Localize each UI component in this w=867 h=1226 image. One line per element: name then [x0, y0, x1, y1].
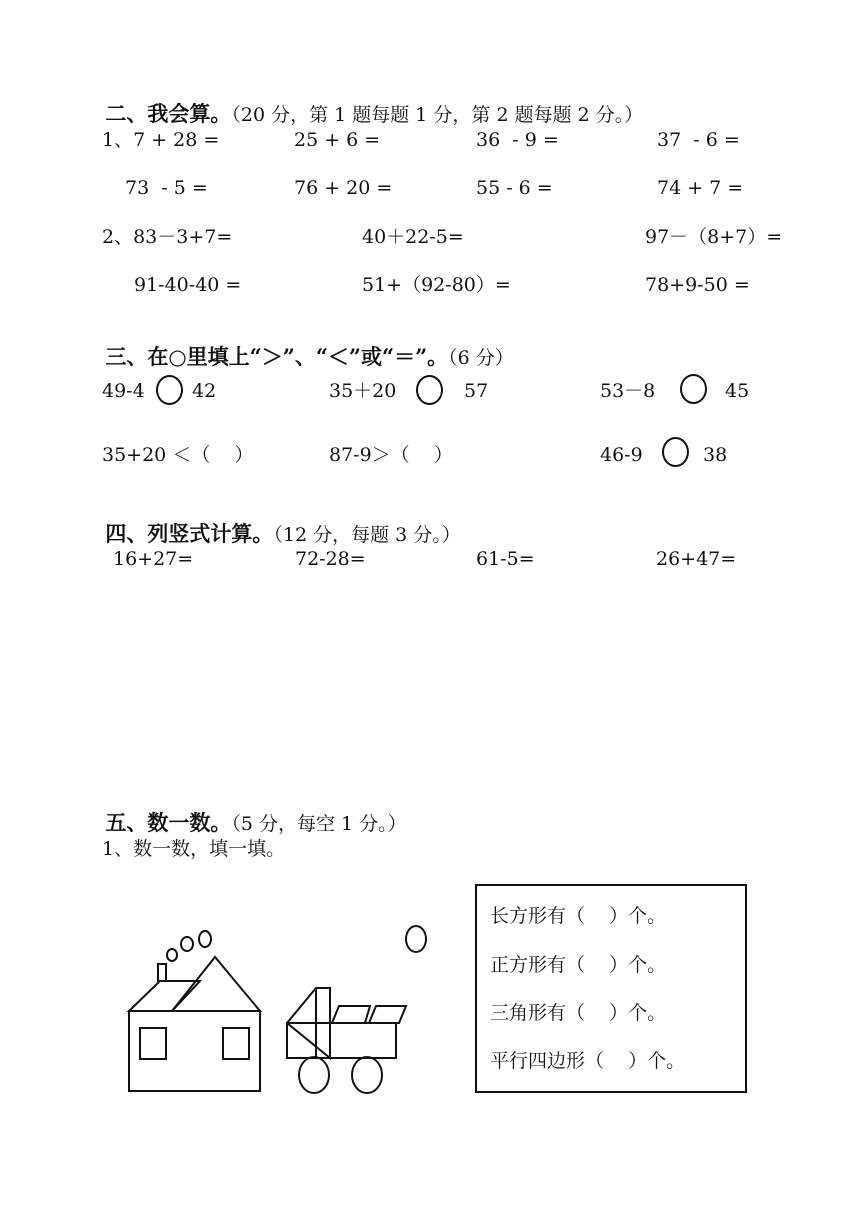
- truck-wheel-front: [299, 1057, 329, 1093]
- smoke-medium: [181, 937, 193, 951]
- compare-4[interactable]: 35+20 ＜（ ）: [102, 444, 254, 466]
- calc-1a: 1、7 + 28 =: [102, 129, 220, 151]
- section-2-note: （20 分，第 1 题每题 1 分，第 2 题每题 2 分。）: [231, 104, 644, 126]
- section-4-note: （12 分，每题 3 分。）: [273, 524, 461, 546]
- compare-3-left: 53－8: [600, 380, 656, 402]
- truck-body: [287, 1023, 396, 1058]
- house-window-right: [223, 1028, 249, 1059]
- calc-1d: 37 - 6 =: [657, 129, 740, 151]
- vertical-calc-4: 26+47=: [656, 548, 737, 570]
- section-4-title: 四、列竖式计算。: [105, 521, 274, 546]
- compare-2-right: 57: [464, 380, 489, 402]
- calc-3c: 97－（8+7）=: [645, 226, 783, 248]
- compare-5[interactable]: 87-9＞（ ）: [329, 444, 453, 466]
- smoke-small: [167, 949, 177, 961]
- compare-1-left: 49-4: [102, 380, 145, 402]
- truck-parallelogram-2: [369, 1006, 406, 1023]
- compare-2-left: 35＋20: [329, 380, 397, 402]
- section-5-title: 五、数一数。: [105, 810, 232, 835]
- smoke-large: [199, 931, 211, 947]
- truck-parallelogram-1: [332, 1006, 370, 1023]
- vertical-calc-3: 61-5=: [476, 548, 535, 570]
- calc-2b: 76 + 20 =: [294, 177, 393, 199]
- section-2-title: 二、我会算。: [105, 101, 232, 126]
- calc-1c: 36 - 9 =: [476, 129, 559, 151]
- section-5-subtitle: 1、数一数，填一填。: [102, 838, 286, 860]
- count-parallelograms[interactable]: 平行四边形（ ）个。: [490, 1050, 686, 1072]
- vertical-calc-1: 16+27=: [113, 548, 194, 570]
- vertical-calc-2: 72-28=: [295, 548, 366, 570]
- calc-2c: 55 - 6 =: [476, 177, 553, 199]
- calc-4a: 91-40-40 =: [134, 274, 242, 296]
- compare-1-right: 42: [192, 380, 217, 402]
- calc-4c: 78+9-50 =: [645, 274, 750, 296]
- section-3-note: （6 分）: [448, 347, 514, 369]
- calc-2a: 73 - 5 =: [125, 177, 208, 199]
- compare-3-right: 45: [725, 380, 750, 402]
- calc-1b: 25 + 6 =: [294, 129, 381, 151]
- compare-6-left: 46-9: [600, 444, 643, 466]
- compare-6-right: 38: [703, 444, 728, 466]
- count-rectangles[interactable]: 长方形有（ ）个。: [490, 905, 667, 927]
- house-body: [129, 1011, 260, 1091]
- calc-2d: 74 + 7 =: [657, 177, 744, 199]
- roof-parallelogram: [129, 981, 200, 1011]
- count-triangles[interactable]: 三角形有（ ）个。: [490, 1002, 667, 1024]
- house-window-left: [140, 1028, 166, 1059]
- sun-oval: [406, 926, 426, 952]
- chimney: [158, 964, 166, 981]
- section-3-title: 三、在○里填上“＞”、“＜”或“＝”。: [105, 344, 449, 369]
- calc-3b: 40＋22-5=: [362, 226, 464, 248]
- roof-triangle: [172, 957, 260, 1011]
- calc-3a: 2、83－3+7=: [102, 226, 233, 248]
- calc-4b: 51+（92-80）=: [362, 274, 511, 296]
- truck-wheel-back: [352, 1057, 382, 1093]
- count-squares[interactable]: 正方形有（ ）个。: [490, 954, 667, 976]
- section-5-note: （5 分，每空 1 分。）: [231, 813, 407, 835]
